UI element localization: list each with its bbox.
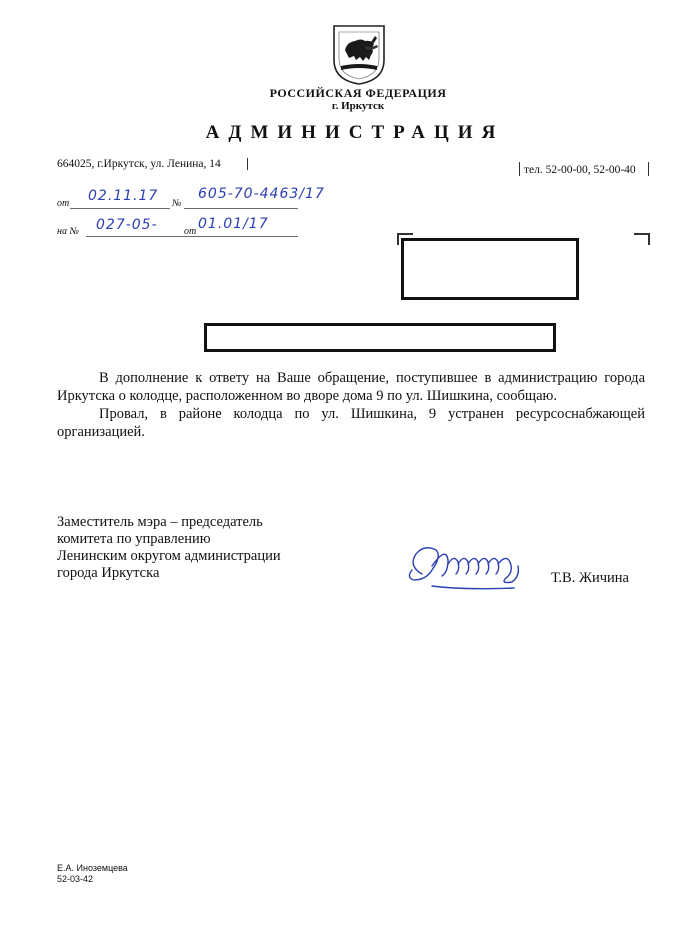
- number-underline: [184, 208, 298, 209]
- letter-body: [57, 369, 645, 441]
- address: 664025, г.Иркутск, ул. Ленина, 14: [57, 158, 221, 170]
- outgoing-number: 605-70-4463/17: [198, 186, 325, 202]
- reply-number: 027-05-: [96, 217, 158, 233]
- phone: тел. 52-00-00, 52-00-40: [524, 164, 636, 176]
- reply-from-label: от: [184, 226, 197, 237]
- signer-position-line: города Иркутска: [57, 565, 160, 581]
- executor-info: [57, 863, 128, 885]
- addressee-corner-mark: [634, 233, 650, 245]
- outgoing-date: 02.11.17: [88, 188, 159, 204]
- signer-position-line: Заместитель мэра – председатель: [57, 514, 263, 530]
- redacted-salutation: [204, 323, 556, 352]
- signer-position-line: Ленинским округом администрации: [57, 548, 281, 564]
- reply-date: 01.01/17: [198, 216, 269, 232]
- executor-name: Е.А. Иноземцева: [57, 863, 128, 873]
- body-paragraph: В дополнение к ответу на Ваше обращение, поступившее в администрацию города Иркутска о колодце, расположенном во дворе дома 9 по ул. Шишкина, сообщаю.: [57, 370, 645, 404]
- date-underline: [70, 208, 170, 209]
- from-label: от: [57, 198, 70, 209]
- coat-of-arms-icon: [331, 24, 387, 86]
- handwritten-signature: [402, 536, 526, 596]
- signer-position: [57, 514, 281, 582]
- divider: [247, 158, 248, 170]
- signer-position-line: комитета по управлению: [57, 531, 211, 547]
- divider: [519, 162, 520, 176]
- reply-date-underline: [196, 236, 298, 237]
- executor-phone: 52-03-42: [57, 874, 94, 884]
- country-name: РОССИЙСКАЯ ФЕДЕРАЦИЯ: [269, 86, 447, 100]
- body-paragraph: Провал, в районе колодца по ул. Шишкина, 9 устранен ресурсоснабжающей организацией.: [57, 406, 645, 440]
- organization-title: АДМИНИСТРАЦИЯ: [205, 122, 505, 143]
- redacted-addressee: [401, 238, 579, 300]
- reply-label: на №: [57, 226, 79, 237]
- number-label: №: [172, 198, 182, 209]
- reply-number-underline: [86, 236, 196, 237]
- signer-name: Т.В. Жичина: [551, 570, 629, 586]
- city-name: г. Иркутск: [331, 100, 385, 112]
- divider: [648, 162, 649, 176]
